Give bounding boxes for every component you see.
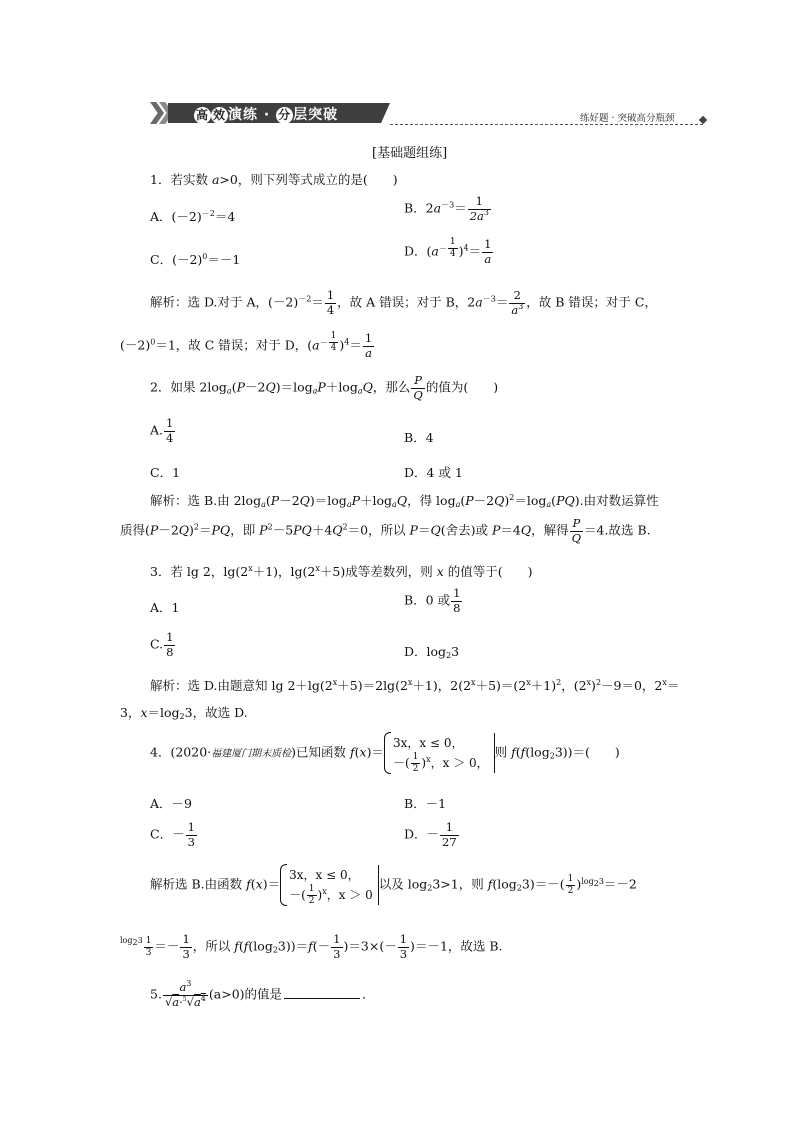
q4-option-a: A．－9: [150, 796, 192, 811]
question-2-stem: 2．如果 $2\log_a(P-2Q)=\log_aP+\log_aQ$，那么 $\frac{P}{Q}$ 的值为( ): [150, 373, 499, 402]
q3-solution-line1: 解析：选 D.由题意知 $\lg 2+\lg(2^x+5)=2\lg(2^x+1)$，$2(2^x+5)=(2^x+1)^2$，$(2^x)^2-9=0$，$2^x=$: [150, 678, 680, 693]
q3-option-d: D．$\log_23$: [404, 644, 460, 660]
q1-option-a: A．$(-2)^{-2}=4$: [150, 209, 236, 224]
q2-solution-line1: 解析：选 B.由 $2\log_a(P-2Q)=\log_aP+\log_aQ$，得 $\log_a(P-2Q)^2=\log_a(PQ)$.由对数运算性: [150, 493, 659, 509]
q1-option-c: C．$(-2)^0=-1$: [150, 252, 241, 267]
q4-solution-line1: 解析选 B.由函数 f(x)＝3x，x ≤ 0， －( $\frac{1}{2}$ )$^x$，x ＞ 0以及 $\log_23>1$，则 $f(\log_23)=-$( $\frac{1}{2}$ )$^{log_23}$＝－2: [150, 864, 637, 906]
section-title: [基础题组练]: [372, 146, 448, 161]
q4-option-b: B．－1: [404, 796, 447, 811]
question-5-stem: 5. $\frac{a^3}{√a\cdot^5√a^4}$ (a>0)的值是 ．: [150, 979, 375, 1009]
left-brace: [280, 864, 287, 906]
q2-option-d: D．4 或 1: [404, 465, 463, 480]
question-1-stem: 1．若实数 a>0，则下列等式成立的是( ): [150, 172, 398, 187]
q2-option-a: A. $\frac{1}{4}$: [150, 416, 174, 445]
q2-solution-line2: 质得$(P-2Q)^2=PQ$，即 $P^2-5PQ+4Q^2=0$，所以 P＝Q(舍去)或 P＝4Q，解得 $\frac{P}{Q}$ ＝4.故选 B.: [120, 516, 651, 545]
header-divider: [390, 124, 703, 125]
section-banner: [150, 101, 390, 125]
header-tagline: 练好题 · 突破高分瓶颈: [580, 113, 675, 124]
q4-option-d: D．－ $\frac{1}{27}$: [404, 820, 457, 849]
q1-option-b: B．$2a^{-3}=$ $\frac{1}{2a^3}$: [404, 194, 489, 223]
q2-option-c: C．1: [150, 465, 181, 480]
q2-option-b: B．4: [404, 430, 434, 445]
q3-option-a: A．1: [150, 600, 180, 615]
q1-solution-line2: $(-2)^0=1$，故 C 错误；对于 D，($a^{- \frac{1}{4}}$ )$^4$＝ $\frac{1}{a}$: [120, 331, 373, 360]
left-brace: [384, 732, 391, 774]
question-4-stem: 4．(2020·福建厦门期末质检)已知函数 f(x)＝3x，x ≤ 0， －( $\frac{1}{2}$ )$^x$，x ＞ 0，则 $f(f(\log_23))=$( ): [150, 732, 620, 774]
q4-solution-line2: $^{log_23}$ $\frac{1}{3}$ ＝－ $\frac{1}{3}$ ，所以 $f(f(\log_23))=f(-$ $\frac{1}{3}$ )＝3×(－ $\frac{1}{3}$ )＝－1，故选 B.: [120, 932, 503, 961]
q1-option-d: D．($a^{- \frac{1}{4}}$ )$^4$＝ $\frac{1}{a}$: [404, 237, 492, 266]
q3-solution-line2: 3，$x=\log_23$，故选 D.: [120, 705, 248, 721]
diamond-icon: [699, 116, 707, 124]
q3-option-c: C. $\frac{1}{8}$: [150, 630, 174, 659]
q3-option-b: B．0 或 $\frac{1}{8}$: [404, 586, 461, 615]
question-3-stem: 3．若 lg 2，$\lg(2^x+1)$，$\lg(2^x+5)$成等差数列，则 x 的值等于( ): [150, 564, 533, 579]
banner-title: 高 效 演练 · 分 层突破: [195, 107, 339, 123]
answer-blank[interactable]: [284, 998, 360, 999]
q1-solution-line1: 解析：选 D.对于 A，$(-2)^{-2}=$ $\frac{1}{4}$ ，故 A 错误；对于 B，$2a^{-3}=$ $\frac{2}{a^3}$ ，故 B 错误；对于 C，: [150, 288, 657, 317]
q4-option-c: C．－ $\frac{1}{3}$: [150, 820, 195, 849]
